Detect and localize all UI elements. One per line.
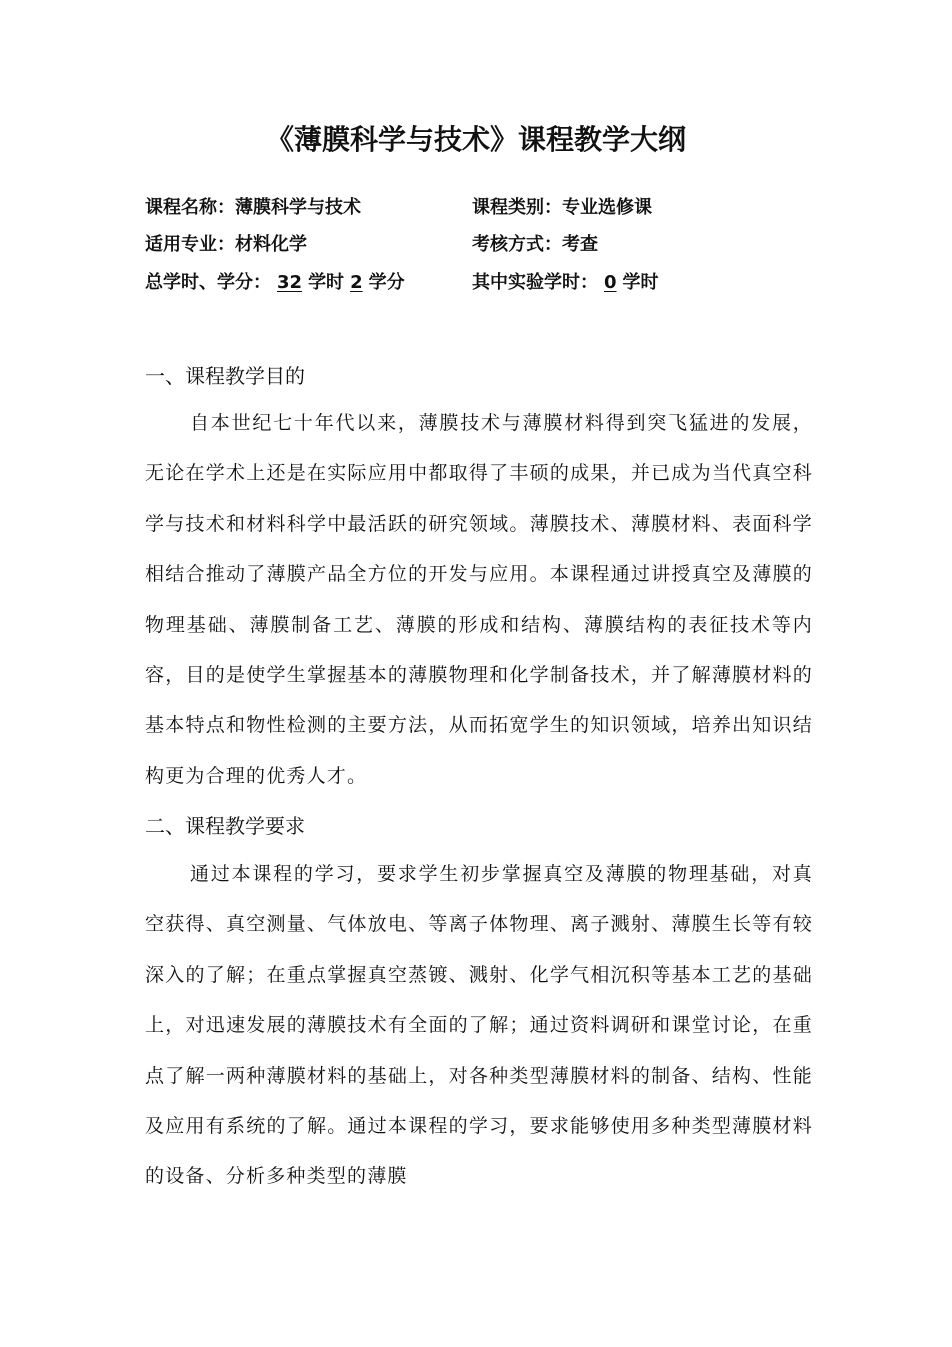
- course-name-field: 课程名称：薄膜科学与技术: [145, 197, 361, 218]
- section-heading-requirements: 二、课程教学要求: [145, 814, 305, 838]
- lab-hours-value: 0: [604, 272, 617, 293]
- lab-hours-unit: 学时: [622, 272, 659, 293]
- credits-unit: 学分: [368, 272, 405, 293]
- hours-value: 32: [277, 272, 303, 293]
- course-category-field: 课程类别：专业选修课: [472, 197, 652, 218]
- section-heading-purpose: 一、课程教学目的: [145, 364, 305, 388]
- document-title: 《薄膜科学与技术》课程教学大纲: [265, 123, 686, 156]
- major-field: 适用专业：材料化学: [145, 234, 307, 255]
- section-paragraph-requirements: 通过本课程的学习，要求学生初步掌握真空及薄膜的物理基础，对真空获得、真空测量、气体放电、等离子体物理、离子溅射、薄膜生长等有较深入的了解；在重点掌握真空蒸镀、溅射、化学气相沉积等基本工艺的基础上，对迅速发展的薄膜技术有全面的了解；通过资料调研和课堂讨论，在重点了解一两种薄膜材料的基础上，对各种类型薄膜材料的制备、结构、性能及应用有系统的了解。通过本课程的学习，要求能够使用多种类型薄膜材料的设备、分析多种类型的薄膜: [145, 863, 813, 1188]
- lab-hours-field: [472, 271, 659, 295]
- section-paragraph-purpose: 自本世纪七十年代以来，薄膜技术与薄膜材料得到突飞猛进的发展，无论在学术上还是在实际应用中都取得了丰硕的成果，并已成为当代真空科学与技术和材料科学中最活跃的研究领域。薄膜技术、薄膜材料、表面科学相结合推动了薄膜产品全方位的开发与应用。本课程通过讲授真空及薄膜的物理基础、薄膜制备工艺、薄膜的形成和结构、薄膜结构的表征技术等内容，目的是使学生掌握基本的薄膜物理和化学制备技术，并了解薄膜材料的基本特点和物性检测的主要方法，从而拓宽学生的知识领域，培养出知识结构更为合理的优秀人才。: [145, 412, 813, 787]
- hours-unit: 学时: [308, 272, 345, 293]
- hours-credits-field: [145, 271, 405, 295]
- assessment-field: 考核方式：考查: [472, 234, 598, 255]
- hours-credits-label: 总学时、学分：: [145, 272, 271, 293]
- credits-value: 2: [350, 272, 363, 293]
- lab-hours-label: 其中实验学时：: [472, 272, 598, 293]
